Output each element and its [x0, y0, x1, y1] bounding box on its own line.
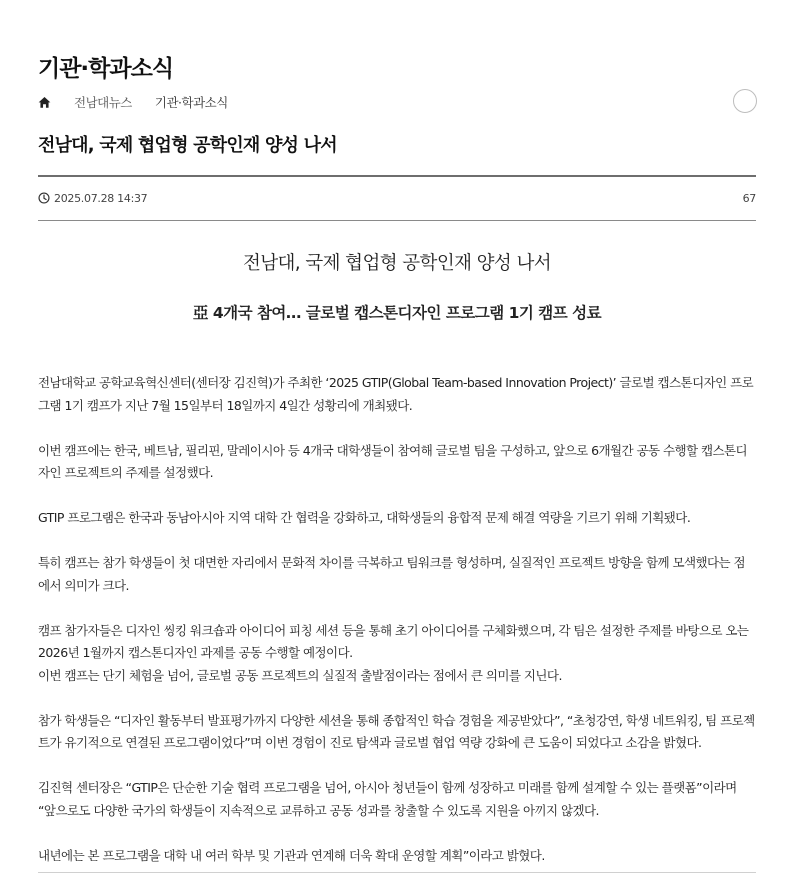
spacer — [38, 417, 756, 440]
paragraph: 내년에는 본 프로그램을 대학 내 여러 학부 및 기관과 연계해 더욱 확대 운영할 계획”이라고 밝혔다. — [38, 847, 545, 863]
divider — [38, 220, 756, 221]
clock-icon — [38, 192, 50, 204]
paragraph: 전남대학교 공학교육혁신센터(센터장 김진혁)가 주최한 ‘2025 GTIP(Global Team-based Innovation Project)’ 글로벌 캡스톤디자인 프로그램 1기 캠프가 지난 7월 15일부터 18일까지 4일간 성황리에 개최됐다. — [38, 375, 754, 413]
paragraph: 참가 학생들은 “디자인 활동부터 발표평가까지 다양한 세션을 통해 종합적인 학습 경험을 제공받았다”, “초청강연, 학생 네트워킹, 팀 프로젝트가 유기적으로 연결된 프로그램이었다”며 이번 경험이 진로 탐색과 글로벌 협업 역량 강화에 큰 도움이 되었다고 소감을 밝혔다. — [38, 712, 755, 750]
spacer — [38, 485, 756, 508]
article-subhead: 亞 4개국 참여… 글로벌 캡스톤디자인 프로그램 1기 캠프 성료 — [192, 304, 602, 322]
article-meta — [38, 189, 756, 207]
divider — [38, 872, 756, 873]
paragraph: 이번 캠프는 단기 체험을 넘어, 글로벌 공동 프로젝트의 실질적 출발점이라는 점에서 큰 의미를 지닌다. — [38, 667, 562, 683]
section-title: 기관·학과소식 — [38, 56, 174, 82]
spacer — [38, 687, 756, 710]
article-title: 전남대, 국제 협업형 공학인재 양성 나서 — [38, 135, 337, 156]
breadcrumb-item-jnu-news[interactable]: 전남대뉴스 — [74, 95, 132, 110]
spacer — [38, 822, 756, 845]
article-body — [38, 372, 756, 867]
breadcrumb-item-dept-news[interactable]: 기관·학과소식 — [154, 95, 228, 110]
spacer — [38, 755, 756, 778]
paragraph: 캠프 참가자들은 디자인 씽킹 워크숍과 아이디어 피칭 세션 등을 통해 초기 아이디어를 구체화했으며, 각 팀은 설정한 주제를 바탕으로 오는 2026년 1월까지 캡스톤디자인 과제를 공동 수행할 예정이다. — [38, 622, 749, 660]
paragraph: 김진혁 센터장은 “GTIP은 단순한 기술 협력 프로그램을 넘어, 아시아 청년들이 함께 성장하고 미래를 함께 설계할 수 있는 플랫폼”이라며 “앞으로도 다양한 국가의 학생들이 지속적으로 교류하고 공동 성과를 창출할 수 있도록 지원을 아끼지 않겠다. — [38, 780, 737, 818]
share-button[interactable] — [733, 89, 757, 113]
paragraph: GTIP 프로그램은 한국과 동남아시아 지역 대학 간 협력을 강화하고, 대학생들의 융합적 문제 해결 역량을 기르기 위해 기획됐다. — [38, 510, 691, 525]
view-count: 67 — [742, 191, 756, 205]
home-icon[interactable] — [38, 96, 51, 109]
date-wrap — [38, 192, 147, 205]
divider — [38, 175, 756, 177]
article-date: 2025.07.28 14:37 — [54, 191, 148, 205]
breadcrumb — [38, 92, 251, 112]
paragraph: 이번 캠프에는 한국, 베트남, 필리핀, 말레이시아 등 4개국 대학생들이 참여해 글로벌 팀을 구성하고, 앞으로 6개월간 공동 수행할 캡스톤디자인 프로젝트의 주제를 설정했다. — [38, 442, 748, 480]
article-headline: 전남대, 국제 협업형 공학인재 양성 나서 — [242, 253, 552, 274]
spacer — [38, 530, 756, 553]
spacer — [38, 597, 756, 620]
paragraph: 특히 캠프는 참가 학생들이 첫 대면한 자리에서 문화적 차이를 극복하고 팀워크를 형성하며, 실질적인 프로젝트 방향을 함께 모색했다는 점에서 의미가 크다. — [38, 555, 746, 593]
